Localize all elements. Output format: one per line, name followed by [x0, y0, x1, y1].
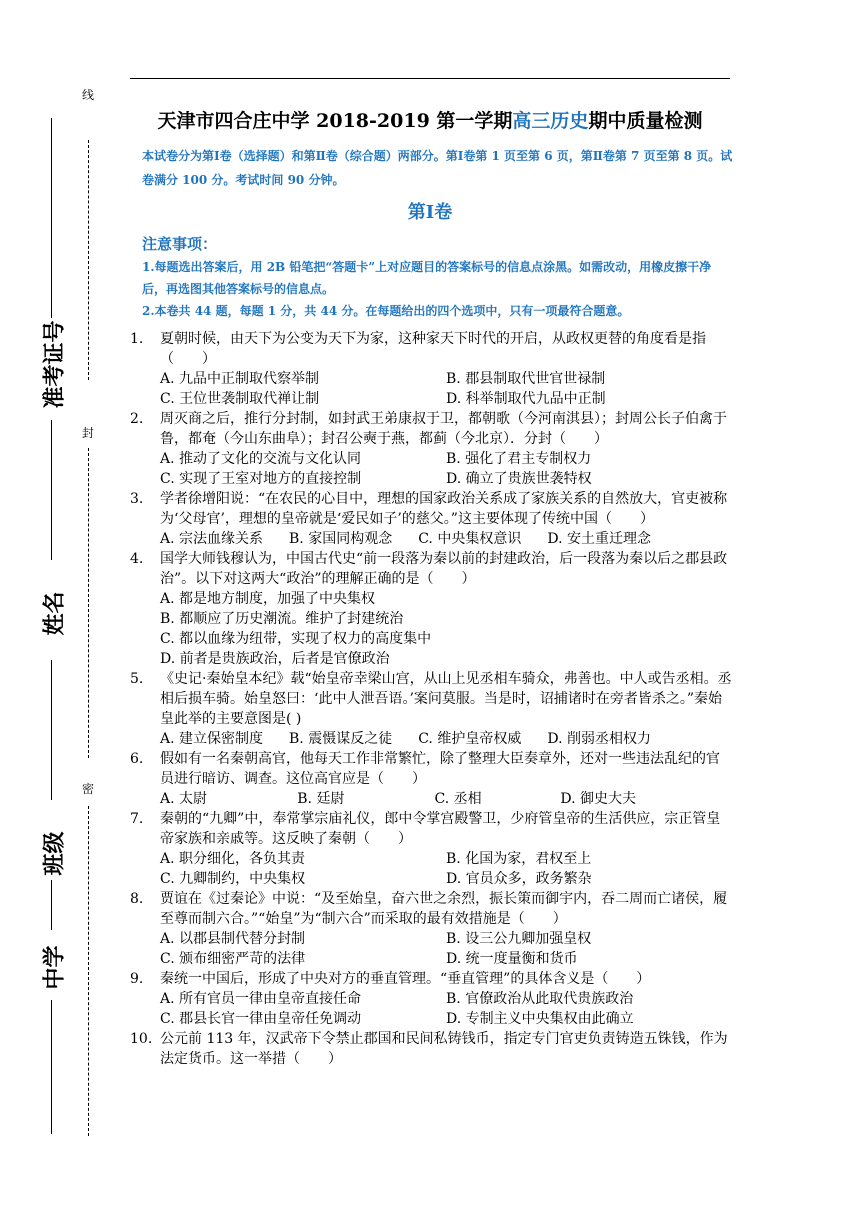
answer-option[interactable]: D. 科举制取代九品中正制 [446, 391, 606, 407]
notice-heading: 注意事项： [142, 235, 218, 253]
question-item [130, 1029, 732, 1069]
question-item [130, 329, 732, 409]
question-stem: 假如有一名秦朝高官，他每天工作非常繁忙，除了整理大臣奏章外，还对一些违法乱纪的官员进行暗访、调查。这位高官应是（ ） [160, 751, 720, 787]
question-item [130, 969, 732, 1029]
seal-secret-char: 密 [82, 782, 95, 796]
dashed-cut-line [88, 448, 89, 758]
answer-option[interactable]: C. 维护皇帝权威 [418, 731, 522, 747]
notice-list [142, 256, 734, 322]
question-stem: 贾谊在《过秦论》中说：“及至始皇，奋六世之余烈，振长策而御宇内，吞二周而亡诸侯，履至尊而制六合。”“始皇”为“制六合”而采取的最有效措施是（ ） [160, 891, 728, 927]
answer-option[interactable]: B. 都顺应了历史潮流。维护了封建统治 [160, 611, 404, 627]
answer-option[interactable]: B. 强化了君主专制权力 [446, 451, 592, 467]
class-label: 班级 [41, 831, 68, 876]
question-list [130, 329, 732, 1069]
question-item [130, 749, 732, 809]
answer-option[interactable]: D. 御史大夫 [560, 791, 636, 807]
notice-item: 1.每题选出答案后，用 2B 铅笔把“答题卡”上对应题目的答案标号的信息点涂黑。如需改动，用橡皮擦干净后，再选图其他答案标号的信息点。 [142, 260, 712, 296]
question-number: 8. [130, 891, 144, 907]
question-number: 3. [130, 491, 144, 507]
question-stem: 夏朝时候，由天下为公变为天下为家，这种家天下时代的开启，从政权更替的角度看是指（ ） [160, 331, 706, 367]
answer-option[interactable]: D. 专制主义中央集权由此确立 [446, 1011, 634, 1027]
answer-option[interactable]: A. 太尉 [160, 791, 208, 807]
question-item [130, 889, 732, 969]
question-item [130, 409, 732, 489]
dashed-cut-line [88, 806, 89, 1136]
answer-option[interactable]: D. 确立了贵族世袭特权 [446, 471, 592, 487]
answer-option[interactable]: C. 王位世袭制取代禅让制 [160, 391, 320, 407]
answer-option[interactable]: A. 都是地方制度，加强了中央集权 [160, 591, 376, 607]
question-number: 6. [130, 751, 144, 767]
question-number: 5. [130, 671, 144, 687]
option-group [160, 929, 732, 969]
name-label: 姓名 [41, 591, 68, 636]
question-stem: 周灭商之后，推行分封制，如封武王弟康叔于卫，都朝歌（今河南淇县）；封周公长子伯禽于鲁，都奄（今山东曲阜）；封召公奭于燕，都蓟（今北京）．分封（ ） [160, 411, 727, 447]
answer-option[interactable]: C. 实现了王室对地方的直接控制 [160, 471, 362, 487]
question-number: 9. [130, 971, 144, 987]
question-number: 2. [130, 411, 144, 427]
question-number: 4. [130, 551, 144, 567]
question-stem: 秦朝的“九卿”中，奉常掌宗庙礼仪，郎中令掌宫殿警卫，少府管皇帝的生活供应，宗正管皇帝家族和亲戚等。这反映了秦朝（ ） [160, 811, 721, 847]
question-stem: 《史记·秦始皇本纪》载“始皇帝幸梁山宫，从山上见丞相车骑众，弗善也。中人或告丞相。丞相后损车骑。始皇怒曰：‘此中人泄吾语。’案问莫服。当是时，诏捕诸时在旁者皆杀之。”秦始皇此举的主要意图是( ) [160, 671, 732, 727]
option-group [160, 449, 732, 489]
question-number: 1. [130, 331, 144, 347]
question-stem: 学者徐增阳说：“在农民的心目中，理想的国家政治关系成了家族关系的自然放大，官吏被称为‘父母官’，理想的皇帝就是‘爱民如子’的慈父。”这主要体现了传统中国（ ） [160, 491, 728, 527]
question-stem: 公元前 113 年，汉武帝下令禁止郡国和民间私铸钱币，指定专门官吏负责铸造五铢钱，作为法定货币。这一举措（ ） [160, 1031, 728, 1067]
answer-option[interactable]: D. 削弱丞相权力 [547, 731, 651, 747]
answer-option[interactable]: B. 官僚政治从此取代贵族政治 [446, 991, 634, 1007]
answer-option[interactable]: A. 宗法血缘关系 [160, 531, 264, 547]
question-number: 10. [130, 1031, 153, 1047]
answer-option[interactable]: C. 郡县长官一律由皇帝任免调动 [160, 1011, 362, 1027]
page-title: 天津市四合庄中学 2018-2019 第一学期高三历史期中质量检测 [157, 110, 703, 132]
option-group [160, 849, 732, 889]
dashed-cut-line [88, 140, 89, 380]
exam-id-label: 准考证号 [41, 320, 68, 409]
answer-option[interactable]: D. 统一度量衡和货币 [446, 951, 578, 967]
binding-line [51, 1000, 52, 1134]
answer-option[interactable]: B. 设三公九卿加强皇权 [446, 931, 592, 947]
option-group [160, 729, 732, 749]
option-group [160, 369, 732, 409]
answer-option[interactable]: D. 官员众多，政务繁杂 [446, 871, 592, 887]
option-group [160, 529, 732, 549]
seal-line-char: 线 [82, 88, 95, 102]
answer-option[interactable]: B. 廷尉 [297, 791, 345, 807]
header-rule [130, 78, 730, 79]
answer-option[interactable]: C. 颁布细密严苛的法律 [160, 951, 306, 967]
answer-option[interactable]: D. 安土重迁理念 [547, 531, 651, 547]
answer-option[interactable]: C. 都以血缘为纽带，实现了权力的高度集中 [160, 631, 432, 647]
volume-heading: 第Ⅰ卷 [407, 202, 453, 223]
exam-intro: 本试卷分为第Ⅰ卷（选择题）和第Ⅱ卷（综合题）两部分。第Ⅰ卷第 1 页至第 6 页，第Ⅱ卷第 7 页至第 8 页。试卷满分 100 分。考试时间 90 分钟。 [142, 149, 733, 187]
option-group [160, 989, 732, 1029]
answer-option[interactable]: B. 化国为家，君权至上 [446, 851, 592, 867]
school-label: 中学 [41, 945, 68, 990]
seal-seal-char: 封 [82, 426, 95, 440]
answer-option[interactable]: A. 九品中正制取代察举制 [160, 371, 320, 387]
question-item [130, 489, 732, 549]
binding-line [51, 118, 52, 318]
answer-option[interactable]: A. 推动了文化的交流与文化认同 [160, 451, 362, 467]
answer-option[interactable]: A. 职分细化，各负其责 [160, 851, 306, 867]
answer-option[interactable]: A. 以郡县制代替分封制 [160, 931, 306, 947]
question-stem: 秦统一中国后，形成了中央对方的垂直管理。“垂直管理”的具体含义是（ ） [160, 971, 651, 987]
answer-option[interactable]: A. 所有官员一律由皇帝直接任命 [160, 991, 362, 1007]
answer-option[interactable]: B. 郡县制取代世官世禄制 [446, 371, 606, 387]
answer-option[interactable]: C. 丞相 [434, 791, 482, 807]
question-number: 7. [130, 811, 144, 827]
answer-option[interactable]: A. 建立保密制度 [160, 731, 264, 747]
question-item [130, 549, 732, 669]
option-group [160, 589, 732, 669]
answer-option[interactable]: B. 震慑谋反之徒 [289, 731, 393, 747]
answer-option[interactable]: D. 前者是贵族政治，后者是官僚政治 [160, 651, 390, 667]
notice-item: 2.本卷共 44 题，每题 1 分，共 44 分。在每题给出的四个选项中，只有一项最符合题意。 [142, 304, 630, 318]
question-item [130, 809, 732, 889]
binding-line [51, 420, 52, 560]
binding-line [51, 660, 52, 800]
option-group [160, 789, 732, 809]
question-stem: 国学大师钱穆认为，中国古代史“前一段落为秦以前的封建政治，后一段落为秦以后之郡县政治”。以下对这两大“政治”的理解正确的是（ ） [160, 551, 728, 587]
answer-option[interactable]: C. 中央集权意识 [418, 531, 522, 547]
answer-option[interactable]: C. 九卿制约，中央集权 [160, 871, 306, 887]
question-item [130, 669, 732, 749]
answer-option[interactable]: B. 家国同构观念 [289, 531, 393, 547]
